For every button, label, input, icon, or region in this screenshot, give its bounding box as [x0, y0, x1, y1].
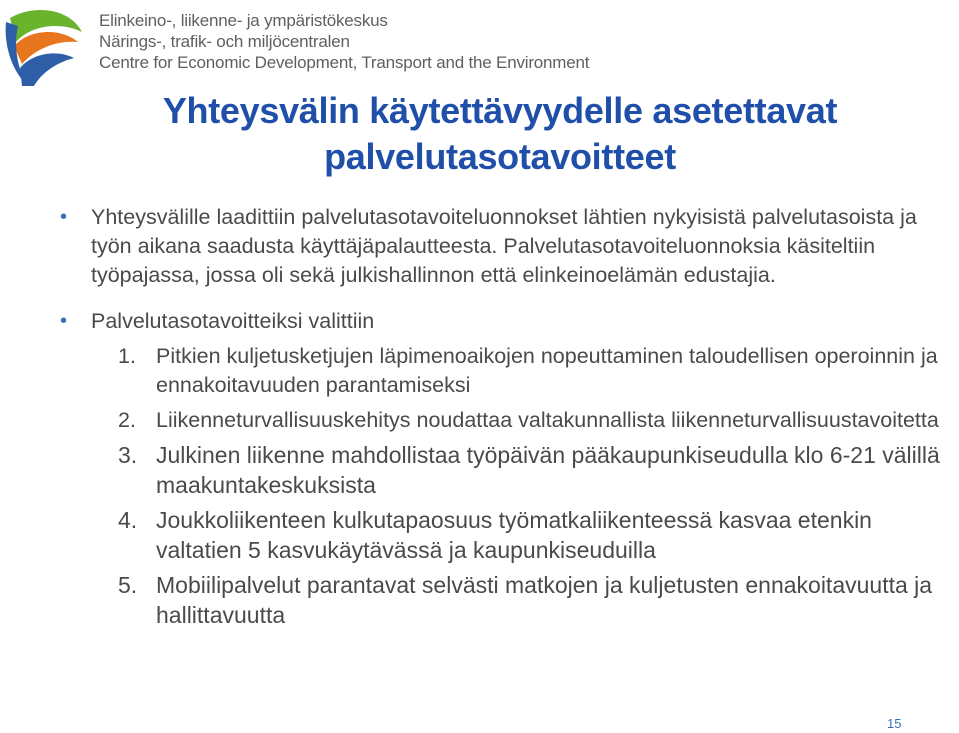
bullet-text: Yhteysvälille laadittiin palvelutasotavoiteluonnokset lähtien nykyisistä palvelutasoista ja työn aikana saadusta käyttäjäpalautteesta. Palvelutasotavoiteluonnoksia käsiteltiin työpajassa, jossa oli sekä julkishallinnon että elinkeinoelämän edustajia.: [91, 205, 917, 287]
slide-body: [60, 203, 955, 636]
bullet-text: Palvelutasotavoitteiksi valittiin: [91, 309, 375, 333]
list-item: [60, 406, 955, 435]
bullet-item: [60, 203, 955, 290]
title-line-2: palvelutasotavoitteet: [324, 136, 676, 177]
bullet-dot-icon: •: [60, 206, 68, 228]
list-item: [60, 342, 955, 400]
list-item-text: Mobiilipalvelut parantavat selvästi matkojen ja kuljetusten ennakoitavuutta ja hallittavuutta: [156, 572, 933, 628]
bullet-dot-icon: •: [60, 310, 68, 332]
list-item-text: Joukkoliikenteen kulkutapaosuus työmatkaliikenteessä kasvaa etenkin valtatien 5 kasvukäytävässä ja kaupunkiseuduilla: [156, 507, 872, 563]
list-item-number: 1.: [118, 344, 136, 368]
list-item-number: 4.: [118, 507, 138, 533]
list-item-text: Pitkien kuljetusketjujen läpimenoaikojen nopeuttaminen taloudellisen operoinnin ja ennakoitavuuden parantamiseksi: [156, 344, 938, 397]
ely-logo-icon: [4, 2, 86, 86]
slide-title: [60, 88, 940, 180]
org-name-fi: Elinkeino-, liikenne- ja ympäristökeskus: [99, 11, 388, 30]
title-line-1: Yhteysvälin käytettävyydelle asetettavat: [162, 90, 838, 131]
slide-header: [0, 0, 959, 90]
org-name-sv: Närings-, trafik- och miljöcentralen: [99, 32, 350, 51]
list-item: [60, 441, 955, 500]
organization-name: [99, 10, 589, 73]
list-item: [60, 506, 955, 565]
list-item-text: Julkinen liikenne mahdollistaa työpäivän pääkaupunkiseudulla klo 6-21 välillä maakuntakeskuksista: [156, 442, 940, 498]
numbered-list: [60, 342, 955, 630]
page-number: 15: [887, 716, 902, 731]
org-name-en: Centre for Economic Development, Transport and the Environment: [99, 53, 590, 72]
list-item-number: 5.: [118, 572, 138, 598]
list-item-number: 3.: [118, 442, 138, 468]
list-item-text: Liikenneturvallisuuskehitys noudattaa valtakunnallista liikenneturvallisuustavoitetta: [156, 408, 939, 432]
bullet-item: [60, 307, 955, 336]
list-item: [60, 571, 955, 630]
list-item-number: 2.: [118, 408, 136, 432]
